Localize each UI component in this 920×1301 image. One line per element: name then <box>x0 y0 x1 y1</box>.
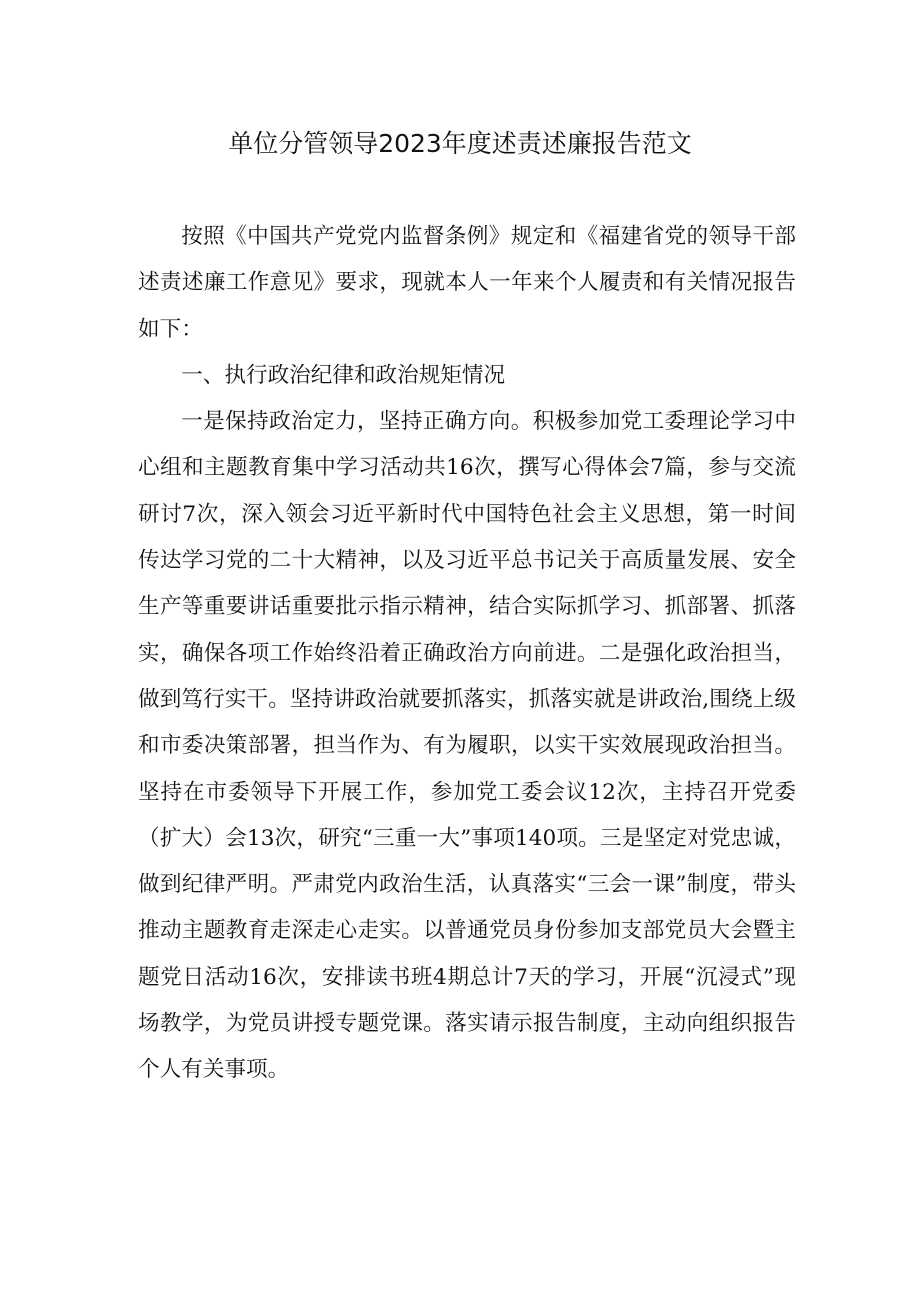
document-title: 单位分管领导2023年度述责述廉报告范文 <box>228 129 692 158</box>
section-paragraph: 一是保持政治定力，坚持正确方向。积极参加党工委理论学习中心组和主题教育集中学习活动共16次，撰写心得体会7篇，参与交流研讨7次，深入领会习近平新时代中国特色社会主义思想，第一时间传达学习党的二十大精神，以及习近平总书记关于高质量发展、安全生产等重要讲话重要批示指示精神，结合实际抓学习、抓部署、抓落实，确保各项工作始终沿着正确政治方向前进。二是强化政治担当，做到笃行实干。坚持讲政治就要抓落实，抓落实就是讲政治,围绕上级和市委决策部署，担当作为、有为履职，以实干实效展现政治担当。坚持在市委领导下开展工作，参加党工委会议12次，主持召开党委（扩大）会13次，研究“三重一大”事项140项。三是坚定对党忠诚，做到纪律严明。严肃党内政治生活，认真落实“三会一课”制度，带头推动主题教育走深走心走实。以普通党员身份参加支部党员大会暨主题党日活动16次，安排读书班4期总计7天的学习，开展“沉浸式”现场教学，为党员讲授专题党课。落实请示报告制度，主动向组织报告个人有关事项。 <box>138 409 796 1083</box>
section-heading: 一、执行政治纪律和政治规矩情况 <box>181 362 506 388</box>
document-body <box>138 214 796 1094</box>
intro-paragraph: 按照《中国共产党党内监督条例》规定和《福建省党的领导干部述责述廉工作意见》要求，现就本人一年来个人履责和有关情况报告如下： <box>138 224 796 342</box>
